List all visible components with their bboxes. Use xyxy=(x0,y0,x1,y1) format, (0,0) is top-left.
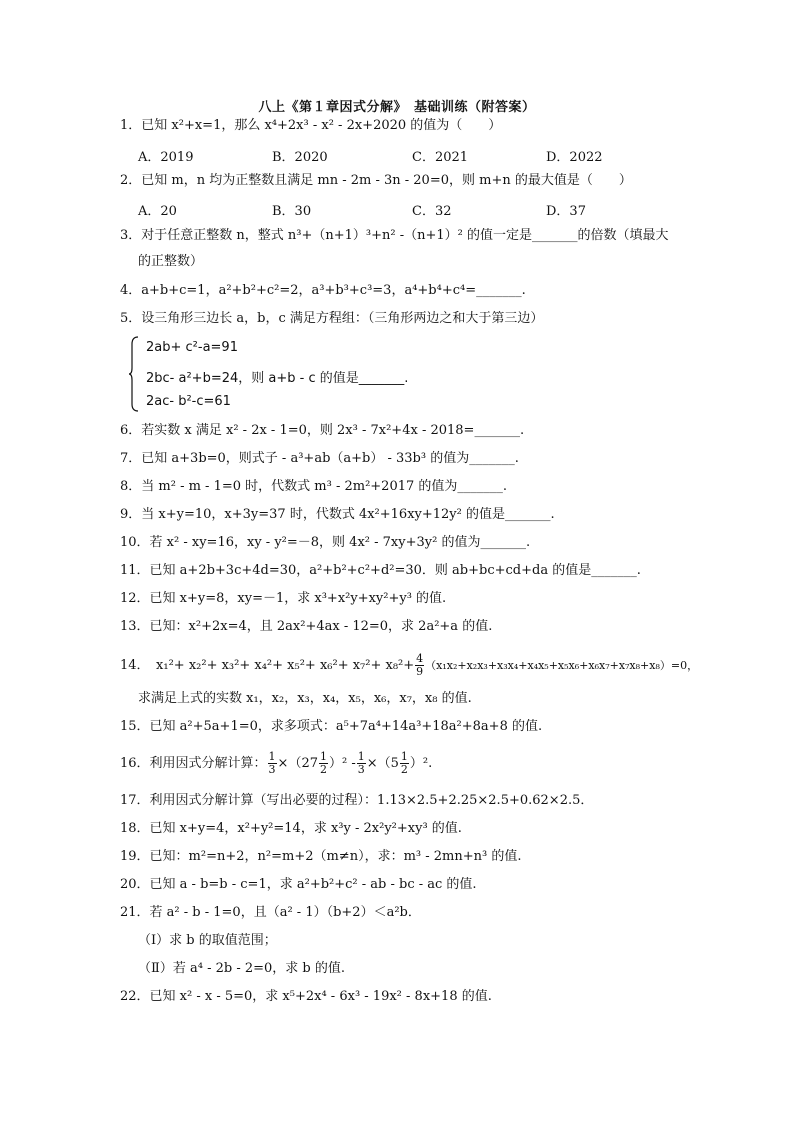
fraction-denominator: 2 xyxy=(400,763,408,776)
question-17: 17．利用因式分解计算（写出必要的过程）：1.13×2.5+2.25×2.5+0.62×2.5． xyxy=(120,793,594,808)
question-8: 8．当 m² - m - 1=0 时，代数式 m³ - 2m²+2017 的值为_______. xyxy=(120,479,508,494)
question-22: 22．已知 x² - x - 5=0，求 x⁵+2x⁴ - 6x³ - 19x² - 8x+18 的值. xyxy=(120,989,492,1004)
question-1: 1．已知 x²+x=1，那么 x⁴+2x³ - x² - 2x+2020 的值为（ ） xyxy=(120,118,502,133)
question-14-continued: 求满足上式的实数 x₁，x₂，x₃，x₄，x₅，x₆，x₇，x₈ 的值. xyxy=(138,691,472,706)
question-16 xyxy=(120,751,432,776)
question-6: 6．若实数 x 满足 x² - 2x - 1=0，则 2x³ - 7x²+4x - 2018=_______. xyxy=(120,423,525,438)
question-16-part: ×（27 xyxy=(277,756,318,771)
question-14-suffix: （x₁x₂+x₂x₃+x₃x₄+x₄x₅+x₅x₆+x₆x₇+x₇x₈+x₈）=0， xyxy=(425,659,699,672)
equation-row-1: 2ab+ c²-a=91 xyxy=(146,340,238,355)
option-c: C．32 xyxy=(412,204,452,219)
option-b: B．30 xyxy=(272,204,312,219)
option-b: B．2020 xyxy=(272,150,328,165)
option-d: D．37 xyxy=(546,204,586,219)
fraction-denominator: 3 xyxy=(357,763,365,776)
question-21-part-1: （Ⅰ）求 b 的取值范围； xyxy=(138,933,277,948)
question-18: 18．已知 x+y=4，x²+y²=14，求 x³y - 2x²y²+xy³ 的值. xyxy=(120,821,462,836)
fraction xyxy=(400,751,409,776)
fraction-denominator: 3 xyxy=(268,763,276,776)
question-11: 11．已知 a+2b+3c+4d=30，a²+b²+c²+d²=30．则 ab+bc+cd+da 的值是_______. xyxy=(120,563,641,578)
left-brace-icon xyxy=(128,336,140,412)
question-16-prefix: 16．利用因式分解计算： xyxy=(120,756,267,771)
question-3: 3．对于任意正整数 n，整式 n³+（n+1）³+n² -（n+1）² 的值一定是_______的倍数（填最大 xyxy=(120,228,669,243)
fraction-denominator: 9 xyxy=(416,665,424,678)
equation-row-2: 2bc- a²+b=24，则 a+b - c 的值是_______. xyxy=(146,371,409,386)
fraction xyxy=(319,751,328,776)
page-title: 八上《第１章因式分解》 基础训练（附答案） xyxy=(258,100,536,115)
question-10: 10．若 x² - xy=16，xy - y²=－8，则 4x² - 7xy+3y² 的值为_______. xyxy=(120,535,531,550)
equation-system xyxy=(128,336,488,412)
question-20: 20．已知 a - b=b - c=1，求 a²+b²+c² - ab - bc - ac 的值. xyxy=(120,877,477,892)
question-14 xyxy=(120,653,698,678)
option-a: A．20 xyxy=(138,204,177,219)
fraction-numerator: 1 xyxy=(357,750,365,763)
question-15: 15．已知 a²+5a+1=0，求多项式：a⁵+7a⁴+14a³+18a²+8a+8 的值. xyxy=(120,719,543,734)
question-9: 9．当 x+y=10，x+3y=37 时，代数式 4x²+16xy+12y² 的值是_______. xyxy=(120,507,555,522)
question-14-prefix: 14． x₁²+ x₂²+ x₃²+ x₄²+ x₅²+ x₆²+ x₇²+ x₈²+ xyxy=(120,658,415,673)
fraction-numerator: 1 xyxy=(400,750,408,763)
question-4: 4．a+b+c=1，a²+b²+c²=2，a³+b³+c³=3，a⁴+b⁴+c⁴=_______. xyxy=(120,283,526,298)
question-21: 21．若 a² - b - 1=0，且（a² - 1）（b+2）＜a²b． xyxy=(120,905,421,920)
question-16-part: ）² - xyxy=(328,756,356,771)
option-c: C．2021 xyxy=(412,150,469,165)
question-2: 2．已知 m，n 均为正整数且满足 mn - 2m - 3n - 20=0，则 m+n 的最大值是（ ） xyxy=(120,173,632,188)
fraction xyxy=(268,751,277,776)
fraction-denominator: 2 xyxy=(319,763,327,776)
question-16-part: ×（5 xyxy=(366,756,399,771)
question-5: 5．设三角形三边长 a，b，c 满足方程组：（三角形两边之和大于第三边） xyxy=(120,311,544,326)
question-13: 13．已知：x²+2x=4，且 2ax²+4ax - 12=0，求 2a²+a 的值. xyxy=(120,619,493,634)
fraction-numerator: 1 xyxy=(268,750,276,763)
question-7: 7．已知 a+3b=0，则式子 - a³+ab（a+b） - 33b³ 的值为_______. xyxy=(120,451,519,466)
option-d: D．2022 xyxy=(546,150,603,165)
question-3-continued: 的正整数） xyxy=(138,254,204,269)
question-16-part: ）². xyxy=(409,756,433,771)
question-19: 19．已知：m²=n+2，n²=m+2（m≠n），求：m³ - 2mn+n³ 的值. xyxy=(120,849,522,864)
question-12: 12．已知 x+y=8，xy=－1，求 x³+x²y+xy²+y³ 的值. xyxy=(120,591,447,606)
equation-row-3: 2ac- b²-c=61 xyxy=(146,394,231,409)
fraction xyxy=(357,751,366,776)
option-a: A．2019 xyxy=(138,150,194,165)
fraction-numerator: 4 xyxy=(416,652,424,665)
fraction-numerator: 1 xyxy=(319,750,327,763)
fraction xyxy=(415,653,424,678)
question-21-part-2: （Ⅱ）若 a⁴ - 2b - 2=0，求 b 的值. xyxy=(138,961,345,976)
